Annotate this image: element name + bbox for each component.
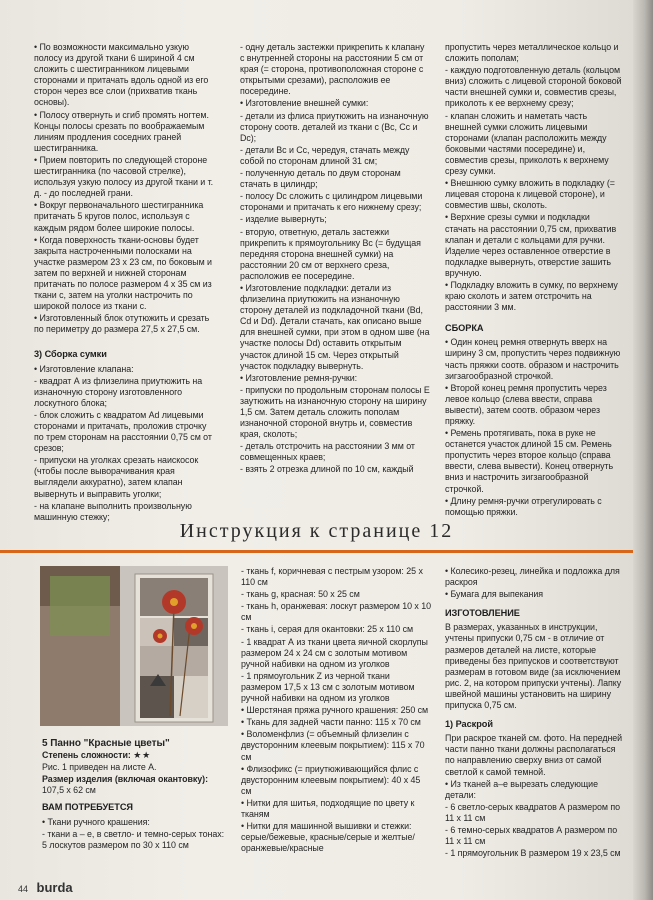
paragraph: - блок сложить с квадратом Аd лицевыми сторонами и притачать, проложив строчку по трем сторонам на расстоянии 0,75 см от срезов; [34, 409, 212, 454]
paragraph: • Прием повторить по следующей стороне шестигранника (по часовой стрелке), используя узкую полосу из другой ткани и т. д. - до последней грани. [34, 154, 214, 199]
section-heading: 3) Сборка сумки [34, 349, 107, 360]
paragraph: - припуски на уголках срезать наискосок (чтобы после выворачивания края выглядели аккуратно), затем клапан вывернуть и выправить уголки; [34, 455, 199, 499]
column-2 [240, 42, 430, 477]
paragraph: • Нитки для шитья, подходящие по цвету к тканям [241, 797, 415, 819]
paragraph: - полосу Dc сложить с цилиндром лицевыми сторонами и притачать к его нижнему срезу; [240, 191, 423, 213]
red-flowers-panel-image [40, 566, 228, 726]
paragraph: - детали из флиса приутюжить на изнаночную сторону соотв. деталей из ткани с (Вс, Сс и Dc); [240, 110, 429, 143]
project-info [42, 738, 228, 852]
paragraph: - взять 2 отрезка длиной по 10 см, каждый [240, 464, 414, 475]
section-heading: 1) Раскрой [445, 719, 493, 730]
paragraph: - 1 квадрат А из ткани цвета яичной скорлупы размером 24 х 24 см с золотым мотивом ручной набивки на одном из уголков [241, 636, 428, 669]
paragraph: - ткань i, серая для окантовки: 25 х 110 см [241, 624, 414, 635]
column-1 [34, 42, 214, 524]
paragraph: • Внешнюю сумку вложить в подкладку (= лицевая сторона к лицевой стороне), и совместив швы, сколоть. [445, 178, 615, 211]
paragraph: • Колесико-резец, линейка и подложка для раскроя [445, 566, 620, 588]
paragraph: - одну деталь застежки прикрепить к клапану с внутренней стороны на расстоянии 5 см от края (= сторона, противоположная стороне с открытыми срезами), расположив ее посередине. [240, 42, 425, 97]
paragraph: - деталь отстрочить на расстоянии 3 мм от совмещенных краев; [240, 441, 415, 463]
materials-heading: ВАМ ПОТРЕБУЕТСЯ [42, 802, 133, 813]
banner-divider [0, 550, 633, 553]
paragraph: В размерах, указанных в инструкции, учтены припуски 0,75 см - в отличие от размеров деталей на листе, которые приведены без припусков и соответствуют размерам в готовом виде (за исключением рис. 2, на котором припуски учтены). Лапку швейной машины установить на ширину припуска 0,75 см. [445, 622, 622, 711]
project-title: 5 Панно "Красные цветы" [42, 738, 170, 749]
paragraph: • Изготовленный блок отутюжить и срезать по периметру до размера 27,5 х 27,5 см. [34, 313, 210, 335]
paragraph: • Ткань для задней части панно: 115 х 70 см [241, 717, 421, 728]
size-label: Размер изделия (включая окантовку): [42, 774, 208, 785]
paragraph: - на клапане выполнить произвольную машинную стежку; [34, 500, 192, 522]
section-banner-title: Инструкция к странице 12 [179, 520, 454, 542]
paragraph: • Длину ремня-ручки отрегулировать с помощью пряжки. [445, 495, 602, 517]
paragraph: пропустить через металлическое кольцо и сложить пополам; [445, 42, 619, 64]
paragraph: • Воломенфлиз (= объемный флизелин с двусторонним клеевым покрытием): 115 х 70 см [241, 729, 425, 762]
page-spine [633, 0, 653, 900]
paragraph: • Второй конец ремня пропустить через левое кольцо (слева ввести, справа вывести), затем соотв. образом через пряжку. [445, 382, 607, 426]
difficulty [42, 750, 228, 761]
paragraph: • Ткани ручного крашения: [42, 816, 150, 827]
paragraph: • Шерстяная пряжа ручного крашения: 250 см [241, 705, 429, 716]
paragraph: • Изготовление ремня-ручки: [240, 372, 358, 383]
paragraph: • Вокруг первоначального шестигранника притачать 5 кругов полос, используя с каждым рядом более широкие полосы. [34, 200, 204, 233]
page-number: 44 [18, 884, 29, 894]
paragraph: • Когда поверхность ткани-основы будет закрыта настроченными полосками на участке размером 23 х 23 см, по боковым и затем по верхней и нижней сторонам притачать по полосе размером 4 х 35 см из ткани с, затем на уголки настрочить по широкой полосе из ткани с. [34, 234, 212, 312]
paragraph: • Ремень протягивать, пока в руке не останется участок длиной 15 см. Ремень пропустить через второе кольцо (справа ввести, слева вывести). Конец отвернуть вниз и настрочить зигзагообразной строчкой. [445, 428, 614, 494]
paragraph: - припуски по продольным сторонам полосы Е заутюжить на изнаночную сторону на ширину 1,5 см. Затем деталь сложить пополам изнаночной стороной внутрь и, совместив края, сколоть; [240, 384, 430, 440]
paragraph: • Флизофикс (= приутюживающийся флис с двусторонним клеевым покрытием): 40 х 45 см [241, 763, 421, 796]
paragraph: - клапан сложить и наметать часть внешней сумки сложить лицевыми сторонами (клапан расположить между боковыми частями посередине) и, совместив срезы, приколоть к верхнему срезу сумки. [445, 110, 609, 177]
paragraph: - изделие вывернуть; [240, 214, 327, 225]
paragraph: • Подкладку вложить в сумку, по верхнему краю сколоть и затем отстрочить на расстоянии 3 мм. [445, 279, 618, 313]
instructions-column [445, 566, 625, 860]
paragraph: • Изготовление подкладки: детали из флизелина приутюжить на изнаночную сторону деталей из подкладочной ткани (Bd, Cd и Dd). Детали стачать, как описано выше для внешней сумки, при этом в одном шве (на участке полосы Dd) оставить открытым участок длиной 15 см. Через открытый участок подкладку вывернуть. [240, 282, 430, 371]
difficulty-stars: ★★ [133, 750, 152, 761]
paragraph: - ткань f, коричневая с пестрым узором: 25 х 110 см [241, 566, 423, 588]
paragraph: - ткань h, оранжевая: лоскут размером 10 х 10 см [241, 601, 432, 623]
size-value: 107,5 х 62 см [42, 785, 96, 796]
materials-column [241, 566, 431, 855]
paragraph: - 1 прямоугольник В размером 19 х 23,5 см [445, 848, 621, 859]
column-3 [445, 42, 623, 519]
paragraph: - полученную деталь по двум сторонам стачать в цилиндр; [240, 168, 401, 190]
paragraph: • Из тканей а–е вырезать следующие детали: [445, 778, 598, 800]
paragraph: • Бумага для выпекания [445, 589, 544, 600]
section-heading: ИЗГОТОВЛЕНИЕ [445, 608, 520, 619]
paragraph: • Изготовление клапана: [34, 363, 134, 374]
paragraph: • Один конец ремня отвернуть вверх на ширину 3 см, пропустить через подвижную часть пряжки соотв. образом и настрочить зигзагообразной строчкой. [445, 337, 621, 381]
brand-logo: burda [36, 880, 73, 895]
paragraph: - ткани а – е, в светло- и темно-серых тонах: 5 лоскутов размером по 30 х 110 см [42, 828, 225, 850]
paragraph: • Изготовление внешней сумки: [240, 98, 369, 109]
paragraph: - детали Вс и Сс, чередуя, стачать между собой по сторонам длиной 31 см; [240, 144, 410, 166]
section-heading: СБОРКА [445, 323, 484, 334]
page-footer [18, 880, 73, 895]
paragraph: • Верхние срезы сумки и подкладки стачать на расстоянии 0,75 см, прихватив клапан и детали с кольцами для ручки. Изделие через оставленное отверстие в подкладке вывернуть, отверстие зашить вручную. [445, 212, 617, 278]
paragraph: • Нитки для машинной вышивки и стежки: серые/бежевые, красные/серые и желтые/оранжевые/красные [241, 821, 415, 854]
paragraph: • Полосу отвернуть и сгиб промять ногтем. Концы полосы срезать по воображаемым линиям продления соседних граней шестигранника. [34, 109, 209, 153]
paragraph: - 6 темно-серых квадратов А размером по 11 х 11 см [445, 824, 618, 847]
paragraph: - ткань g, красная: 50 x 25 см [241, 589, 360, 600]
paragraph: При раскрое тканей см. фото. На передней части панно ткани должны располагаться по направлению сверху вниз от самой светлой к самой темной. [445, 733, 623, 777]
paragraph: - 1 прямоугольник Z из черной ткани размером 17,5 х 13 см с золотым мотивом ручной набивки на одном из уголков [241, 670, 415, 704]
figure-note: Рис. 1 приведен на листе А. [42, 762, 157, 773]
size-line [42, 774, 228, 796]
difficulty-label: Степень сложности: [42, 750, 131, 761]
paragraph: - квадрат А из флизелина приутюжить на изнаночную сторону изготовленного лоскутного блока; [34, 375, 203, 408]
paragraph: • По возможности максимально узкую полосу из другой ткани 6 шириной 4 см сложить с шестигранником лицевыми сторонами и притачать вдоль одной из его сторон через все слои (прихватив ткань основы). [34, 42, 209, 108]
paragraph: - каждую подготовленную деталь (кольцом вниз) сложить с лицевой стороной боковой части внешней сумки и, совместив срезы, приколоть к ее верхнему срезу; [445, 65, 622, 109]
paragraph: - 6 светло-серых квадратов А размером по 11 х 11 см [445, 801, 620, 823]
paragraph: - вторую, ответную, деталь застежки прикрепить к прямоугольнику Вс (= будущая передняя сторона внешней сумки) на расстоянии 20 см от верхнего среза, расположив ее посередине. [240, 226, 421, 281]
project-photo [40, 566, 228, 726]
